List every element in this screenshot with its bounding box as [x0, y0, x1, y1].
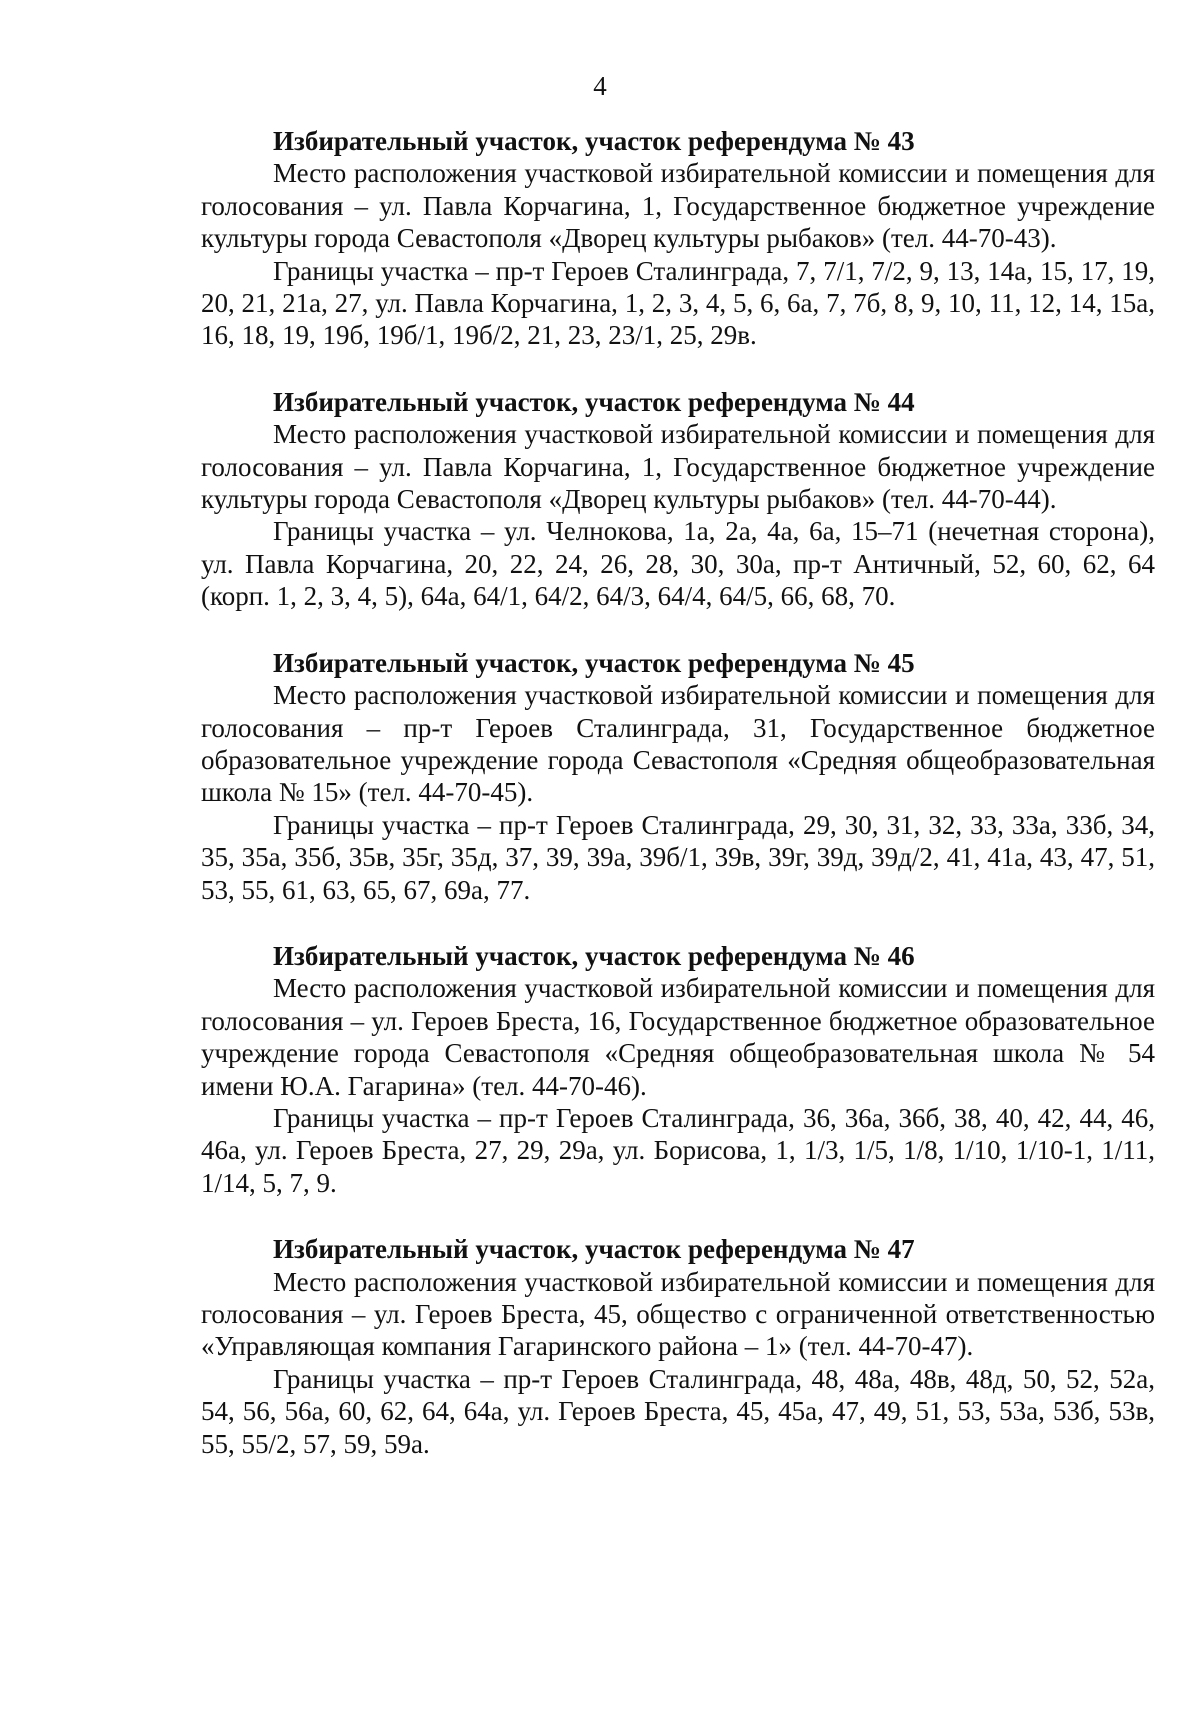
section-heading: Избирательный участок, участок референдума № 43 [273, 126, 915, 156]
section-heading: Избирательный участок, участок референдума № 45 [273, 647, 915, 678]
page-number: 4 [593, 71, 607, 101]
section-precinct-44 [201, 386, 1155, 613]
section-precinct-45 [201, 647, 1155, 906]
boundaries-paragraph: Границы участка – пр-т Героев Сталинграда, 36, 36а, 36б, 38, 40, 42, 44, 46, 46а, ул. Героев Бреста, 27, 29, 29а, ул. Борисова, 1, 1/3, 1/5, 1/8, 1/10, 1/10-1, 1/11, 1/14, 5, 7, 9. [201, 1102, 1155, 1198]
section-precinct-47 [201, 1233, 1155, 1460]
section-heading: Избирательный участок, участок референдума № 47 [273, 1234, 915, 1265]
location-paragraph: Место расположения участковой избирательной комиссии и помещения для голосования – ул. Павла Корчагина, 1, Государственное бюджетное учреждение культуры города Севастополя «Дворец культуры рыбаков» (тел. 44-70-43). [201, 158, 1155, 254]
section-heading: Избирательный участок, участок референдума № 46 [273, 940, 915, 971]
boundaries-paragraph: Границы участка – пр-т Героев Сталинграда, 48, 48а, 48в, 48д, 50, 52, 52а, 54, 56, 56а, 60, 62, 64, 64а, ул. Героев Бреста, 45, 45а, 47, 49, 51, 53, 53а, 53б, 53в, 55, 55/2, 57, 59, 59а. [201, 1363, 1155, 1459]
section-precinct-46 [201, 940, 1155, 1199]
document-body [201, 125, 1155, 1494]
boundaries-paragraph: Границы участка – пр-т Героев Сталинграда, 7, 7/1, 7/2, 9, 13, 14а, 15, 17, 19, 20, 21, 21а, 27, ул. Павла Корчагина, 1, 2, 3, 4, 5, 6, 6а, 7, 7б, 8, 9, 10, 11, 12, 14, 15а, 16, 18, 19, 19б, 19б/1, 19б/2, 21, 23, 23/1, 25, 29в. [201, 255, 1155, 351]
boundaries-paragraph: Границы участка – ул. Челнокова, 1а, 2а, 4а, 6а, 15–71 (нечетная сторона), ул. Павла Корчагина, 20, 22, 24, 26, 28, 30, 30а, пр-т Античный, 52, 60, 62, 64 (корп. 1, 2, 3, 4, 5), 64а, 64/1, 64/2, 64/3, 64/4, 64/5, 66, 68, 70. [201, 516, 1155, 612]
section-heading: Избирательный участок, участок референдума № 44 [273, 386, 915, 417]
location-paragraph: Место расположения участковой избирательной комиссии и помещения для голосования – ул. Героев Бреста, 45, общество с ограниченной ответственностью «Управляющая компания Гагаринского района – 1» (тел. 44-70-47). [201, 1266, 1155, 1362]
boundaries-paragraph: Границы участка – пр-т Героев Сталинграда, 29, 30, 31, 32, 33, 33а, 33б, 34, 35, 35а, 35б, 35в, 35г, 35д, 37, 39, 39а, 39б/1, 39в, 39г, 39д, 39д/2, 41, 41а, 43, 47, 51, 53, 55, 61, 63, 65, 67, 69а, 77. [201, 809, 1155, 905]
section-precinct-43 [201, 125, 1155, 352]
location-paragraph: Место расположения участковой избирательной комиссии и помещения для голосования – пр-т Героев Сталинграда, 31, Государственное бюджетное образовательное учреждение города Севастополя «Средняя общеобразовательная школа № 15» (тел. 44-70-45). [201, 680, 1155, 808]
location-paragraph: Место расположения участковой избирательной комиссии и помещения для голосования – ул. Павла Корчагина, 1, Государственное бюджетное учреждение культуры города Севастополя «Дворец культуры рыбаков» (тел. 44-70-44). [201, 419, 1155, 515]
location-paragraph: Место расположения участковой избирательной комиссии и помещения для голосования – ул. Героев Бреста, 16, Государственное бюджетное образовательное учреждение города Севастополя «Средняя общеобразовательная школа № 54 имени Ю.А. Гагарина» (тел. 44-70-46). [201, 973, 1155, 1101]
